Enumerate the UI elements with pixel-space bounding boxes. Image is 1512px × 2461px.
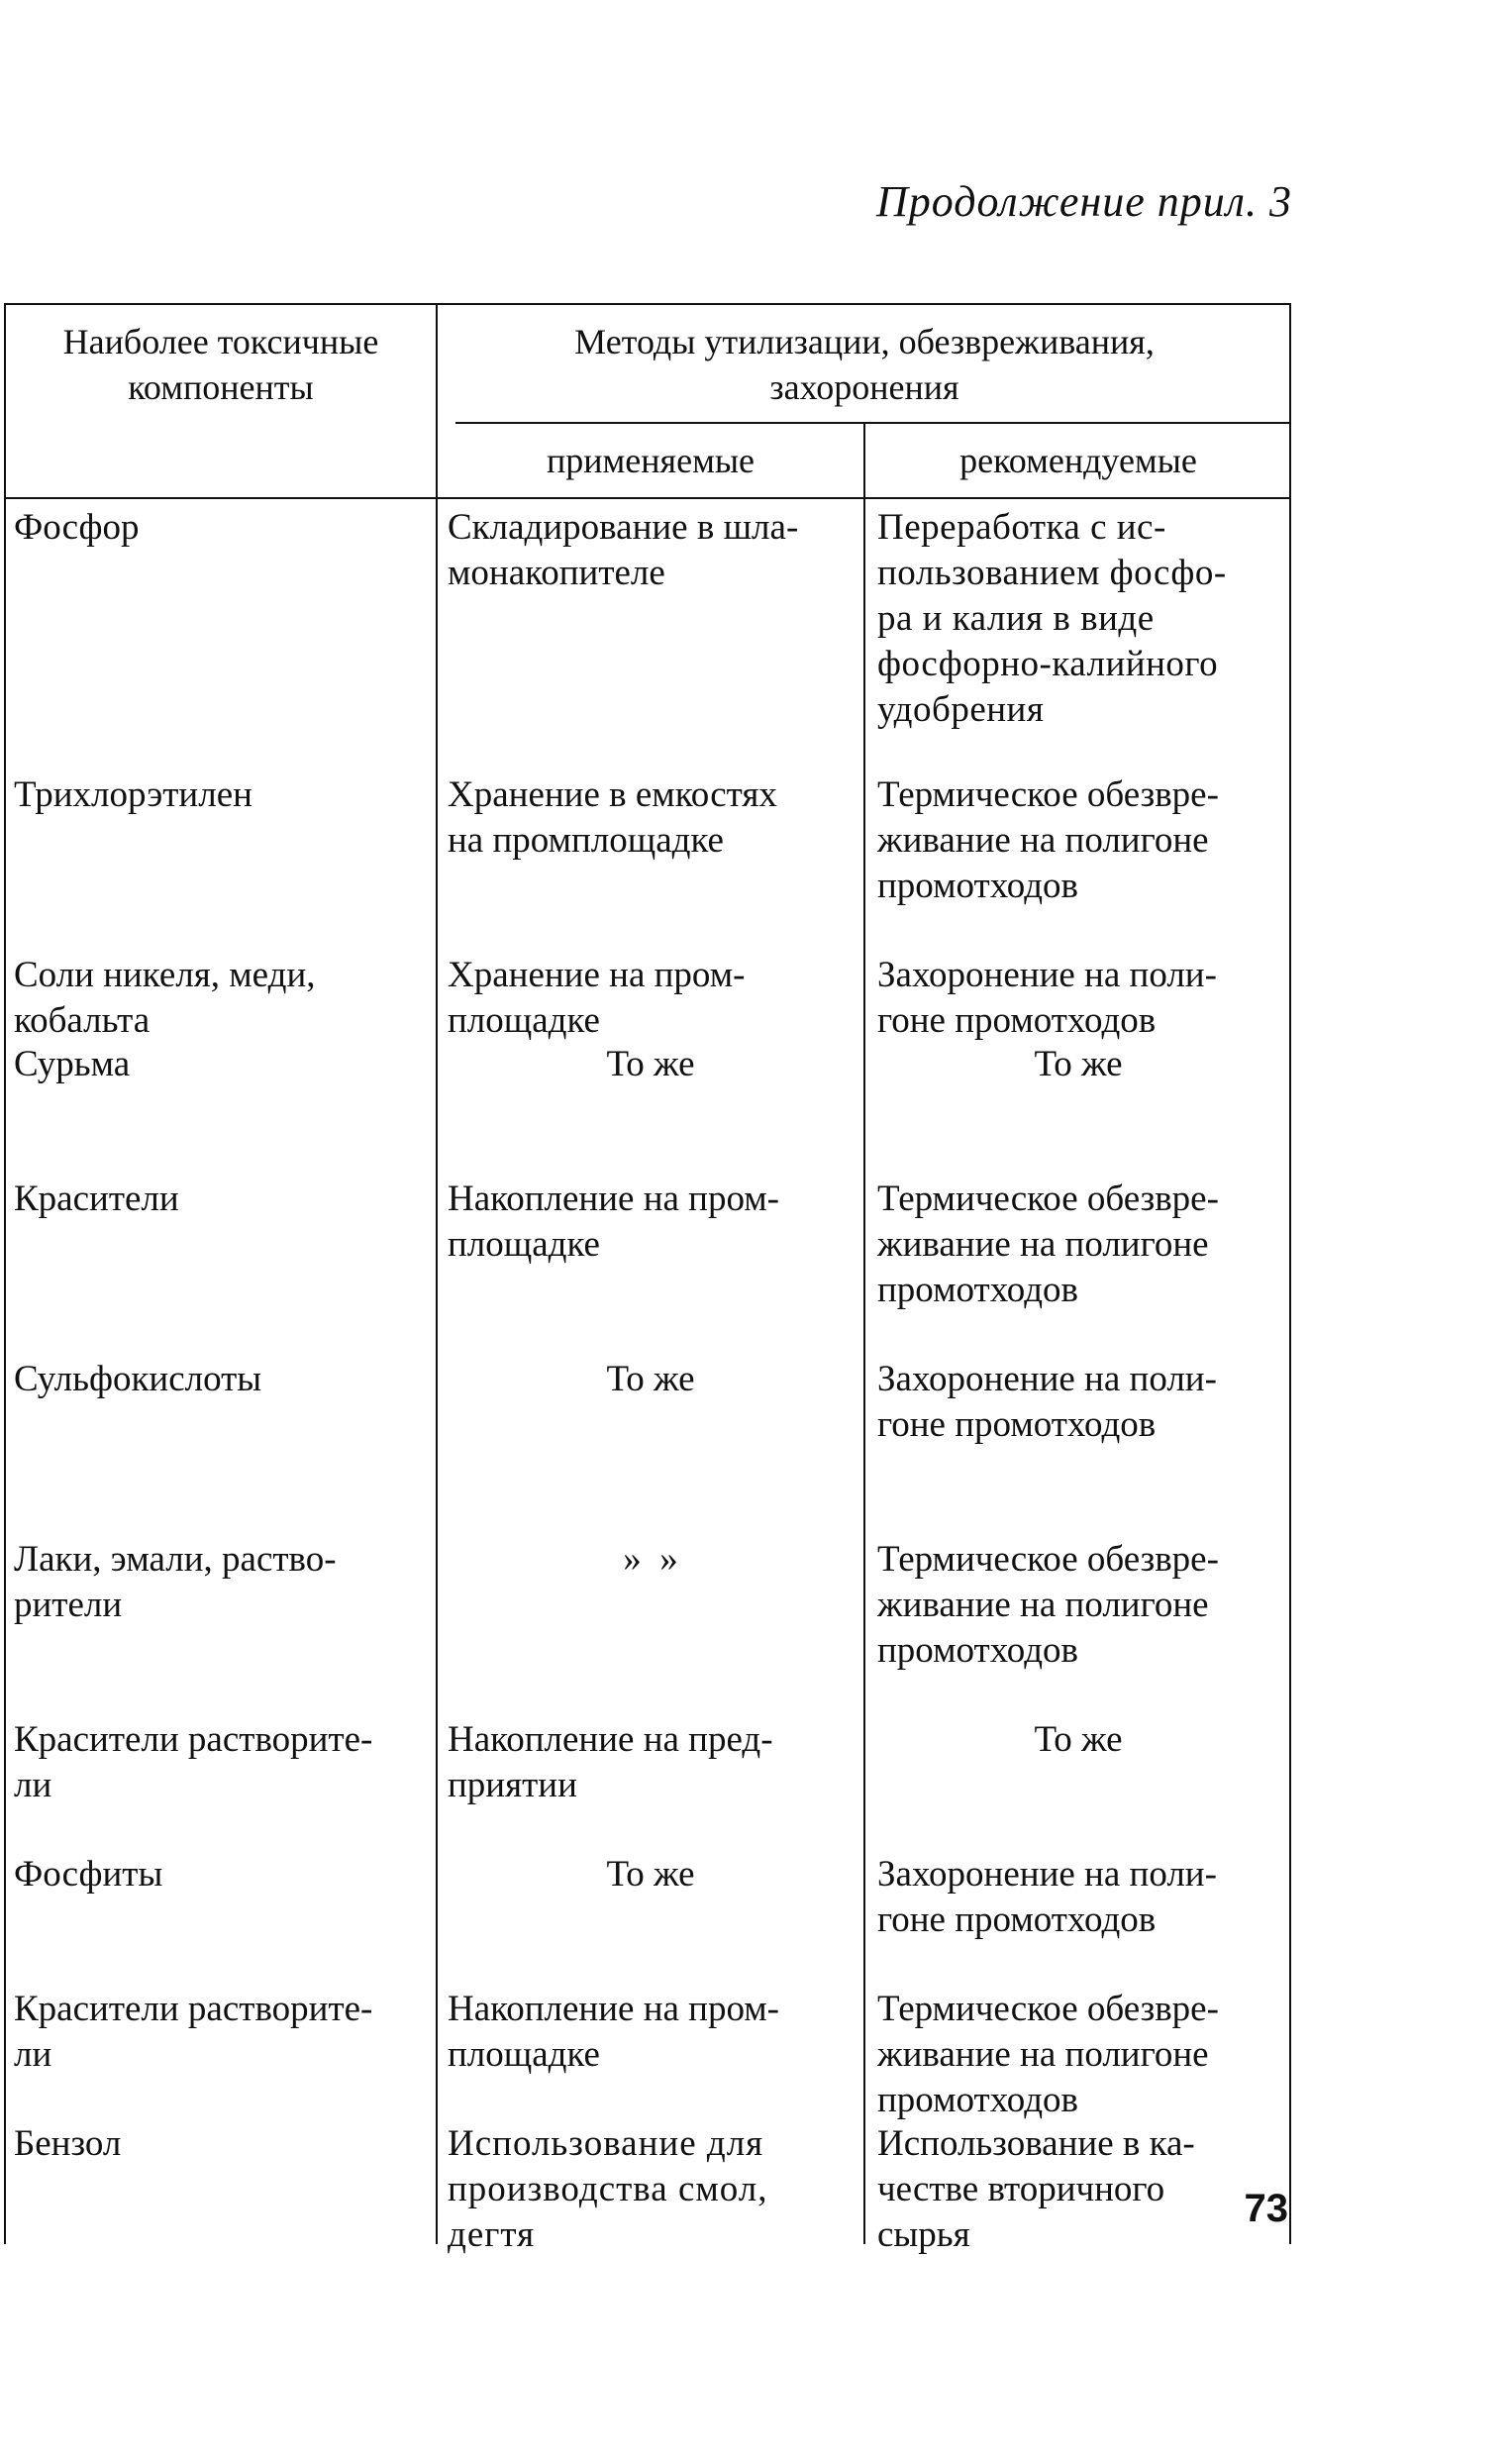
table-row-component	[14, 1042, 130, 1087]
cell-line: производства смол,	[448, 2169, 768, 2209]
cell-line: Фосфиты	[14, 1854, 163, 1895]
cell-line: живание на полигоне	[877, 820, 1209, 861]
table-row-applied	[448, 2121, 768, 2258]
cell-line: Лаки, эмали, раство-	[14, 1539, 337, 1580]
table-row-recommended	[877, 953, 1217, 1044]
cell-line: То же	[606, 1359, 695, 1399]
table-row-recommended	[877, 772, 1219, 909]
cell-line: живание на полигоне	[877, 2034, 1209, 2075]
table-row-applied	[448, 953, 745, 1044]
waste-methods-table	[4, 303, 1291, 2255]
header-methods	[440, 319, 1289, 410]
table-row-component	[14, 1987, 372, 2078]
cell-line: ли	[14, 2034, 52, 2075]
cell-line: промотходов	[877, 1630, 1079, 1671]
cell-line: То же	[606, 1854, 695, 1895]
cell-line: Сульфокислоты	[14, 1359, 262, 1399]
cell-line: Использование в ка-	[877, 2123, 1195, 2164]
table-row-recommended	[877, 1852, 1217, 1943]
cell-line: промотходов	[877, 1270, 1079, 1310]
cell-line: честве вторичного	[877, 2169, 1165, 2209]
table-row-recommended	[867, 1717, 1289, 1763]
header-recommended: рекомендуемые	[959, 441, 1197, 480]
table-row-applied	[448, 1177, 779, 1268]
table-row-applied	[448, 505, 798, 596]
cell-line: гоне промотходов	[877, 1899, 1157, 1940]
table-row-component	[14, 772, 252, 818]
cell-line: удобрения	[877, 689, 1045, 730]
cell-line: площадке	[448, 1224, 600, 1265]
cell-line: То же	[1034, 1044, 1123, 1084]
cell-line: ли	[14, 1765, 52, 1805]
header-bottom-rule	[4, 497, 1291, 499]
continuation-caption: Продолжение прил. 3	[876, 177, 1292, 226]
cell-line: дегтя	[448, 2214, 536, 2255]
cell-line: Захоронение на поли-	[877, 955, 1217, 995]
table-right-border	[1289, 303, 1291, 2244]
cell-line: Накопление на пред-	[448, 1719, 773, 1760]
cell-line: Захоронение на поли-	[877, 1359, 1217, 1399]
cell-line: на промплощадке	[448, 820, 724, 861]
cell-line: Сурьма	[14, 1044, 131, 1084]
page-number: 73	[1244, 2187, 1288, 2230]
table-row-applied	[448, 1987, 779, 2078]
cell-line: промотходов	[877, 866, 1079, 906]
cell-line: Термическое обезвре-	[877, 1539, 1219, 1580]
cell-line: приятии	[448, 1765, 577, 1805]
table-row-component	[14, 1717, 372, 1808]
table-row-applied	[440, 1537, 861, 1583]
cell-line: Накопление на пром-	[448, 1179, 780, 1219]
methods-subheader-rule	[455, 422, 1291, 424]
cell-line: То же	[1034, 1719, 1123, 1760]
cell-line: монакопителе	[448, 553, 665, 593]
cell-line: рители	[14, 1585, 123, 1625]
table-row-component	[14, 1852, 162, 1897]
cell-line: Термическое обезвре-	[877, 1989, 1219, 2029]
cell-line: Термическое обезвре-	[877, 1179, 1219, 1219]
header-applied: применяемые	[546, 441, 756, 480]
cell-line: Накопление на пром-	[448, 1989, 780, 2029]
table-left-border	[4, 303, 6, 2244]
table-row-recommended	[877, 1987, 1219, 2123]
table-row-applied	[440, 1357, 861, 1402]
cell-line: Складирование в шла-	[448, 507, 799, 548]
table-row-component	[14, 953, 316, 1044]
table-row-component	[14, 505, 140, 551]
header-components-line: компоненты	[128, 367, 314, 407]
cell-line: промотходов	[877, 2080, 1079, 2120]
cell-line: кобальта	[14, 1000, 151, 1041]
header-methods-line: Методы утилизации, обезвреживания,	[574, 322, 1155, 361]
cell-line: Использование для	[448, 2123, 764, 2164]
cell-line: площадке	[448, 2034, 600, 2075]
table-row-recommended	[867, 1042, 1289, 1087]
cell-line: сырья	[877, 2214, 970, 2255]
cell-line: То же	[606, 1044, 695, 1084]
header-components-line: Наиболее токсичные	[62, 322, 379, 361]
cell-line: живание на полигоне	[877, 1224, 1209, 1265]
cell-line: Фосфор	[14, 507, 140, 548]
table-row-recommended	[877, 1177, 1219, 1313]
cell-line: Термическое обезвре-	[877, 774, 1219, 815]
cell-line: ра и калия в виде	[877, 598, 1155, 639]
cell-line: » »	[623, 1539, 678, 1580]
table-top-rule	[4, 303, 1291, 305]
header-methods-line: захоронения	[769, 367, 959, 407]
cell-line: живание на полигоне	[877, 1585, 1209, 1625]
cell-line: Красители	[14, 1179, 179, 1219]
table-row-applied	[448, 1717, 773, 1808]
table-row-component	[14, 1357, 261, 1402]
table-row-applied	[448, 772, 777, 864]
cell-line: Трихлорэтилен	[14, 774, 252, 815]
table-row-recommended	[877, 2121, 1195, 2258]
table-row-recommended	[877, 1357, 1217, 1448]
cell-line: Бензол	[14, 2123, 122, 2164]
table-row-component	[14, 1177, 179, 1222]
table-row-recommended	[877, 505, 1227, 733]
cell-line: Соли никеля, меди,	[14, 955, 316, 995]
table-row-applied	[440, 1852, 861, 1897]
cell-line: Переработка с ис-	[877, 507, 1166, 548]
table-row-recommended	[877, 1537, 1219, 1674]
table-row-component	[14, 1537, 337, 1628]
cell-line: Захоронение на поли-	[877, 1854, 1217, 1895]
cell-line: Хранение в емкостях	[448, 774, 777, 815]
cell-line: Красители растворите-	[14, 1989, 373, 2029]
cell-line: гоне промотходов	[877, 1000, 1157, 1041]
column-divider-2	[863, 422, 865, 2244]
cell-line: пользованием фосфо-	[877, 553, 1227, 593]
column-divider-1	[436, 303, 438, 2244]
cell-line: фосфорно-калийного	[877, 644, 1219, 684]
table-row-component	[14, 2121, 121, 2167]
table-row-applied	[440, 1042, 861, 1087]
cell-line: гоне промотходов	[877, 1404, 1157, 1445]
cell-line: площадке	[448, 1000, 600, 1041]
cell-line: Хранение на пром-	[448, 955, 746, 995]
cell-line: Красители растворите-	[14, 1719, 373, 1760]
header-components	[8, 319, 434, 410]
